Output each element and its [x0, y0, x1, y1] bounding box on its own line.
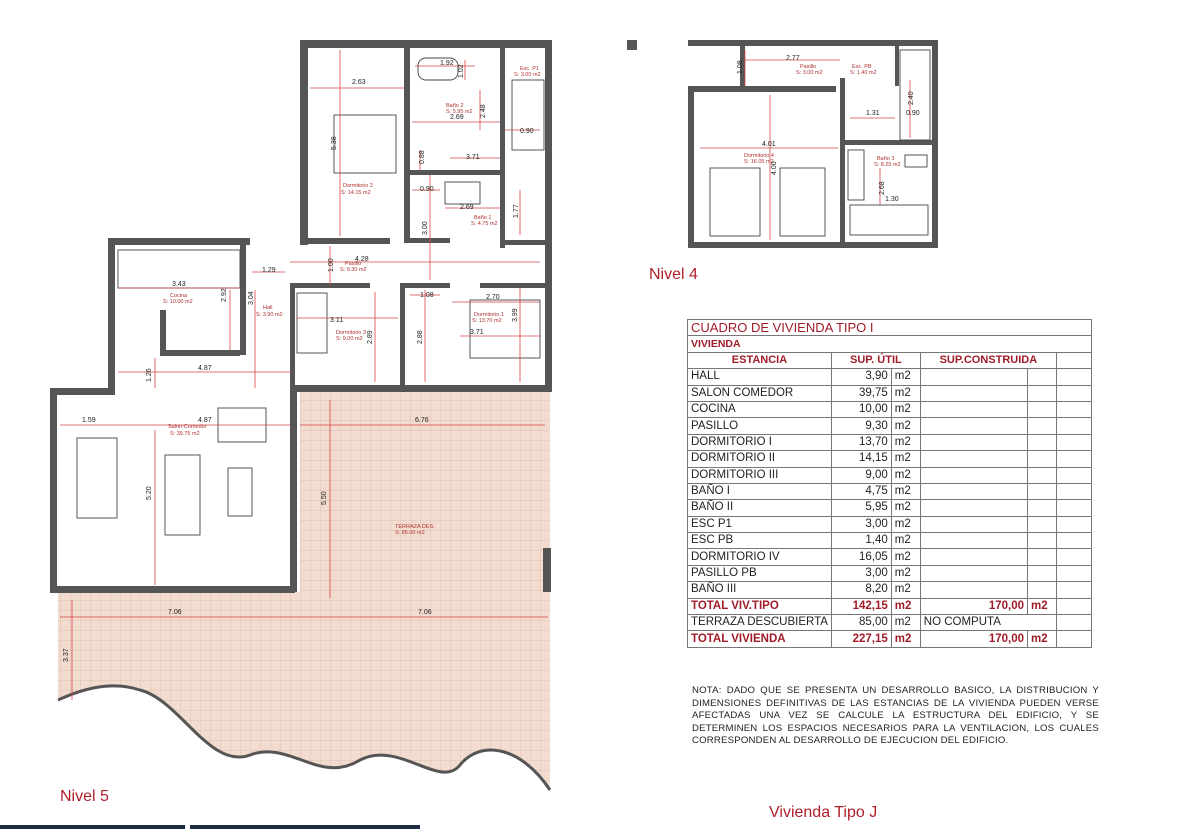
table-cell: [1028, 401, 1057, 417]
table-cell: [1057, 533, 1092, 549]
room-name: Baño 2: [446, 103, 464, 109]
bathtub-icon: [850, 205, 928, 235]
total-tipo-row: [688, 598, 1092, 614]
table-row: [688, 549, 1092, 565]
table-cell: [1028, 483, 1057, 499]
room-area: S: 1.40 m2: [850, 70, 877, 76]
table-cell: [920, 451, 1027, 467]
room-name: Pasillo: [800, 64, 817, 70]
room-area: S: 16.05 m2: [744, 159, 774, 165]
dim-label: 5.20: [146, 486, 153, 500]
table-cell: [1028, 516, 1057, 532]
table-cell: PASILLO: [688, 418, 832, 434]
table-cell: m2: [891, 516, 920, 532]
header-construida: SUP.CONSTRUIDA: [920, 352, 1056, 368]
dim-label: 2.89: [367, 330, 374, 344]
wall: [290, 392, 297, 592]
table-body: [688, 369, 1092, 598]
table-cell: [1057, 582, 1092, 598]
table-cell: [920, 434, 1027, 450]
wall: [688, 86, 836, 92]
table-cell: DORMITORIO IV: [688, 549, 832, 565]
dim-label: 7.06: [418, 609, 432, 616]
cell: m2: [891, 598, 920, 614]
wall: [480, 283, 545, 288]
room-area: S: 8.20 m2: [874, 162, 901, 168]
table-cell: m2: [891, 582, 920, 598]
table-row: [688, 500, 1092, 516]
dim-label: 2.77: [786, 55, 800, 62]
table-subtitle: VIVIENDA: [688, 336, 1092, 352]
table-header-row: [688, 352, 1092, 368]
table-cell: BAÑO II: [688, 500, 832, 516]
table-cell: [920, 549, 1027, 565]
housing-type-label: Vivienda Tipo J: [769, 804, 878, 821]
table-cell: [1028, 533, 1057, 549]
table-cell: [1057, 467, 1092, 483]
table-row: [688, 533, 1092, 549]
header-estancia: ESTANCIA: [688, 352, 832, 368]
table-cell: m2: [891, 369, 920, 385]
dim-label: 5.50: [321, 491, 328, 505]
table-cell: m2: [891, 565, 920, 581]
room-area: S: 5.95 m2: [446, 109, 473, 115]
room-name: Baño 1: [474, 215, 492, 221]
table-cell: [920, 516, 1027, 532]
table-row: [688, 483, 1092, 499]
dim-label: 1.92: [440, 60, 454, 67]
dim-label: 2.88: [417, 330, 424, 344]
table-title: CUADRO DE VIVIENDA TIPO I: [688, 320, 1092, 336]
cell: TOTAL VIVIENDA: [688, 631, 832, 647]
cell: NO COMPUTA: [920, 615, 1056, 631]
room-area: S: 14.15 m2: [341, 190, 371, 196]
toilet-icon: [905, 155, 927, 167]
table-cell: [1057, 434, 1092, 450]
table-cell: [1028, 451, 1057, 467]
dim-label: 0.90: [906, 110, 920, 117]
dim-label: 0.90: [420, 186, 434, 193]
table-cell: [1057, 500, 1092, 516]
table-cell: m2: [891, 451, 920, 467]
wall: [50, 388, 57, 593]
table-cell: DORMITORIO II: [688, 451, 832, 467]
dim-label: 2.69: [450, 114, 464, 121]
wall: [160, 310, 166, 356]
table-row: [688, 369, 1092, 385]
wall: [160, 350, 240, 356]
table-cell: [920, 369, 1027, 385]
header-util: SUP. ÚTIL: [831, 352, 920, 368]
table-cell: [1028, 582, 1057, 598]
table-cell: BAÑO I: [688, 483, 832, 499]
header-extra: [1057, 352, 1092, 368]
table-cell: 3,00: [831, 516, 891, 532]
room-name: Esc. PB: [852, 64, 872, 70]
dim-label: 3.00: [422, 221, 429, 235]
dim-label: 3.71: [470, 329, 484, 336]
dim-label: 4.00: [771, 161, 778, 175]
dim-label: 2.40: [908, 91, 915, 105]
wall: [840, 78, 845, 243]
dim-label: 0.90: [520, 128, 534, 135]
wall: [505, 240, 545, 245]
sink-icon: [848, 150, 864, 200]
bed-icon: [710, 168, 760, 236]
table-cell: [920, 500, 1027, 516]
room-name: Dormitorio 1: [474, 312, 504, 318]
dim-label: 4.01: [762, 141, 776, 148]
table-cell: 1,40: [831, 533, 891, 549]
table-cell: 13,70: [831, 434, 891, 450]
table-cell: 9,30: [831, 418, 891, 434]
dim-label: 1.08: [737, 60, 744, 74]
table-cell: [1028, 500, 1057, 516]
table-row: [688, 565, 1092, 581]
table-cell: 3,00: [831, 565, 891, 581]
dim-label: 3.11: [330, 317, 344, 324]
dim-label: 1.31: [866, 110, 880, 117]
table-title-row: [688, 320, 1092, 336]
table-cell: PASILLO PB: [688, 565, 832, 581]
dim-label: 2.69: [460, 204, 474, 211]
cell: TERRAZA DESCUBIERTA: [688, 615, 832, 631]
wall: [688, 40, 938, 46]
cell: m2: [891, 631, 920, 647]
wall: [108, 238, 250, 245]
wall: [895, 46, 899, 86]
room-area: S: 3.90 m2: [256, 312, 283, 318]
dim-label: 3.71: [466, 154, 480, 161]
room-area: S: 3.00 m2: [796, 70, 823, 76]
dim-label: 6.76: [415, 417, 429, 424]
cell: 142,15: [831, 598, 891, 614]
dim-label: 3.43: [172, 281, 186, 288]
stairs-icon: [900, 50, 930, 140]
area-summary-table: [687, 319, 1092, 648]
dim-label: 3.04: [248, 291, 255, 305]
table-row: [688, 516, 1092, 532]
cell: m2: [891, 615, 920, 631]
table-cell: [1028, 565, 1057, 581]
table-cell: [920, 565, 1027, 581]
table-cell: [1057, 516, 1092, 532]
wall: [688, 86, 694, 248]
wall: [300, 40, 552, 48]
dim-label: 4.87: [198, 417, 212, 424]
table-cell: m2: [891, 401, 920, 417]
table-cell: [1057, 369, 1092, 385]
cell: [1057, 598, 1092, 614]
dim-label: 2.48: [480, 104, 487, 118]
room-name: TERRAZA DES.: [395, 524, 435, 530]
dim-label: 1.26: [146, 368, 153, 382]
table-cell: 9,00: [831, 467, 891, 483]
cell: 85,00: [831, 615, 891, 631]
table-row: [688, 401, 1092, 417]
cell: 227,15: [831, 631, 891, 647]
wall: [308, 238, 390, 244]
dim-label: 1.30: [885, 196, 899, 203]
room-area: S: 9.00 m2: [336, 336, 363, 342]
dim-label: 2.68: [879, 181, 886, 195]
table-cell: 4,75: [831, 483, 891, 499]
table-cell: 8,20: [831, 582, 891, 598]
table-cell: m2: [891, 483, 920, 499]
dim-label: 7.06: [168, 609, 182, 616]
table-cell: ESC PB: [688, 533, 832, 549]
wall: [410, 170, 505, 175]
table-cell: 16,05: [831, 549, 891, 565]
wall: [290, 385, 552, 392]
bed-icon: [780, 168, 825, 236]
table-cell: m2: [891, 385, 920, 401]
table-cell: [920, 418, 1027, 434]
cell: m2: [1028, 631, 1057, 647]
wall: [545, 40, 552, 392]
dim-label: 3.99: [512, 308, 519, 322]
legend-square: [627, 40, 637, 50]
table-cell: [1057, 565, 1092, 581]
wall: [400, 283, 405, 388]
room-area: S: 4.75 m2: [471, 221, 498, 227]
dim-label: 2.70: [486, 294, 500, 301]
table-cell: DORMITORIO III: [688, 467, 832, 483]
coffee-table-icon: [228, 468, 252, 516]
wall: [500, 48, 505, 248]
room-name: Dormitorio 2: [343, 183, 373, 189]
dim-label: 5.38: [331, 136, 338, 150]
bottom-bar: [190, 825, 420, 829]
room-name: Pasillo: [345, 261, 362, 267]
bottom-bar: [0, 825, 185, 829]
table-cell: [1057, 483, 1092, 499]
table-cell: m2: [891, 434, 920, 450]
table-cell: COCINA: [688, 401, 832, 417]
room-name: Esc. P1: [520, 66, 539, 72]
dim-label: 4.87: [198, 365, 212, 372]
dimension-labels: [737, 55, 920, 203]
wall: [300, 40, 308, 245]
bed-icon: [297, 293, 327, 353]
room-name: Dormitorio 4: [744, 153, 774, 159]
table-cell: 10,00: [831, 401, 891, 417]
dim-label: 2.63: [352, 79, 366, 86]
table-cell: 39,75: [831, 385, 891, 401]
stairs-icon: [512, 80, 544, 150]
table-cell: HALL: [688, 369, 832, 385]
wall: [405, 283, 450, 288]
room-area: S: 39.75 m2: [170, 431, 200, 437]
table-cell: m2: [891, 533, 920, 549]
sofa-icon: [165, 455, 200, 535]
cell: [1057, 615, 1092, 631]
room-name: Cocina: [170, 293, 188, 299]
room-area: S: 9.30 m2: [340, 267, 367, 273]
table-cell: [1028, 385, 1057, 401]
wall: [543, 548, 551, 592]
table-cell: [1057, 385, 1092, 401]
plan-nivel-5: [50, 40, 552, 790]
wall: [688, 242, 938, 248]
table-cell: 14,15: [831, 451, 891, 467]
room-area: S: 3.00 m2: [514, 72, 541, 78]
plan-nivel-4: [627, 40, 938, 248]
table-row: [688, 582, 1092, 598]
wall: [404, 48, 410, 243]
table-row: [688, 434, 1092, 450]
table-subtitle-row: [688, 336, 1092, 352]
cell: m2: [1028, 598, 1057, 614]
table-cell: [920, 401, 1027, 417]
wall: [50, 388, 115, 395]
table-cell: [920, 467, 1027, 483]
table-cell: [1057, 549, 1092, 565]
table-row: [688, 385, 1092, 401]
dining-table-icon: [77, 438, 117, 518]
wall: [240, 245, 246, 355]
dim-label: 2.92: [221, 288, 228, 302]
room-name: Hall: [263, 305, 273, 311]
level-5-label: Nivel 5: [60, 788, 109, 805]
dim-label: 1.59: [82, 417, 96, 424]
room-area: S: 10.00 m2: [163, 299, 193, 305]
table-row: [688, 467, 1092, 483]
table-cell: m2: [891, 418, 920, 434]
cell: TOTAL VIV.TIPO: [688, 598, 832, 614]
wall: [290, 285, 295, 385]
bed-icon: [334, 115, 396, 173]
dim-label: 0.88: [419, 150, 426, 164]
table-row: [688, 418, 1092, 434]
table-cell: [1028, 467, 1057, 483]
total-vivienda-row: [688, 631, 1092, 647]
level-4-label: Nivel 4: [649, 266, 698, 283]
table-cell: m2: [891, 549, 920, 565]
table-cell: [1028, 434, 1057, 450]
table-cell: [1028, 418, 1057, 434]
dim-label: 1.02: [458, 64, 465, 78]
table-cell: ESC P1: [688, 516, 832, 532]
table-cell: m2: [891, 467, 920, 483]
wall: [108, 238, 115, 390]
cell: [1057, 631, 1092, 647]
dim-label: 3.37: [63, 648, 70, 662]
dim-label: 1.08: [420, 292, 434, 299]
table-cell: [1028, 369, 1057, 385]
table-cell: [920, 533, 1027, 549]
table-cell: BAÑO III: [688, 582, 832, 598]
room-name: Salon-Comedor: [168, 424, 207, 430]
room-area: S: 85.00 m2: [395, 530, 425, 536]
wall: [50, 586, 295, 593]
table-cell: [1057, 418, 1092, 434]
table-cell: [1057, 451, 1092, 467]
table-cell: 3,90: [831, 369, 891, 385]
sink-icon: [445, 182, 480, 204]
table-cell: [920, 385, 1027, 401]
dim-label: 1.00: [328, 258, 335, 272]
dim-label: 1.77: [513, 204, 520, 218]
table-cell: m2: [891, 500, 920, 516]
table-row: [688, 451, 1092, 467]
cell: 170,00: [920, 598, 1027, 614]
room-area: S: 13.70 m2: [472, 318, 502, 324]
dim-label: 4.28: [355, 256, 369, 263]
note-text: NOTA: DADO QUE SE PRESENTA UN DESARROLLO BASICO, LA DISTRIBUCION Y DIMENSIONES DEFINITIVAS DE LAS ESTANCIAS DE LA VIVIENDA PUEDEN VERSE AFECTADAS UNA VEZ SE CALCULE LA ESTRUCTURA DEL EDIFICIO, Y SE DETERMINEN LOS ESPACIOS NECESARIOS PARA LA VENTILACION, LOS CUALES CORRESPONDEN AL DESARROLLO DE EJECUCION DEL EDIFICIO.: [692, 685, 1099, 746]
cell: 170,00: [920, 631, 1027, 647]
table-cell: [1057, 401, 1092, 417]
room-name: Dormitorio 3: [336, 330, 366, 336]
dim-label: 1.29: [262, 267, 276, 274]
terraza-row: [688, 615, 1092, 631]
room-name: Baño 3: [877, 156, 895, 162]
table-cell: [1028, 549, 1057, 565]
table-cell: SALON COMEDOR: [688, 385, 832, 401]
table-cell: DORMITORIO I: [688, 434, 832, 450]
wall: [845, 140, 935, 145]
table-cell: [920, 582, 1027, 598]
table-cell: [920, 483, 1027, 499]
table-cell: 5,95: [831, 500, 891, 516]
